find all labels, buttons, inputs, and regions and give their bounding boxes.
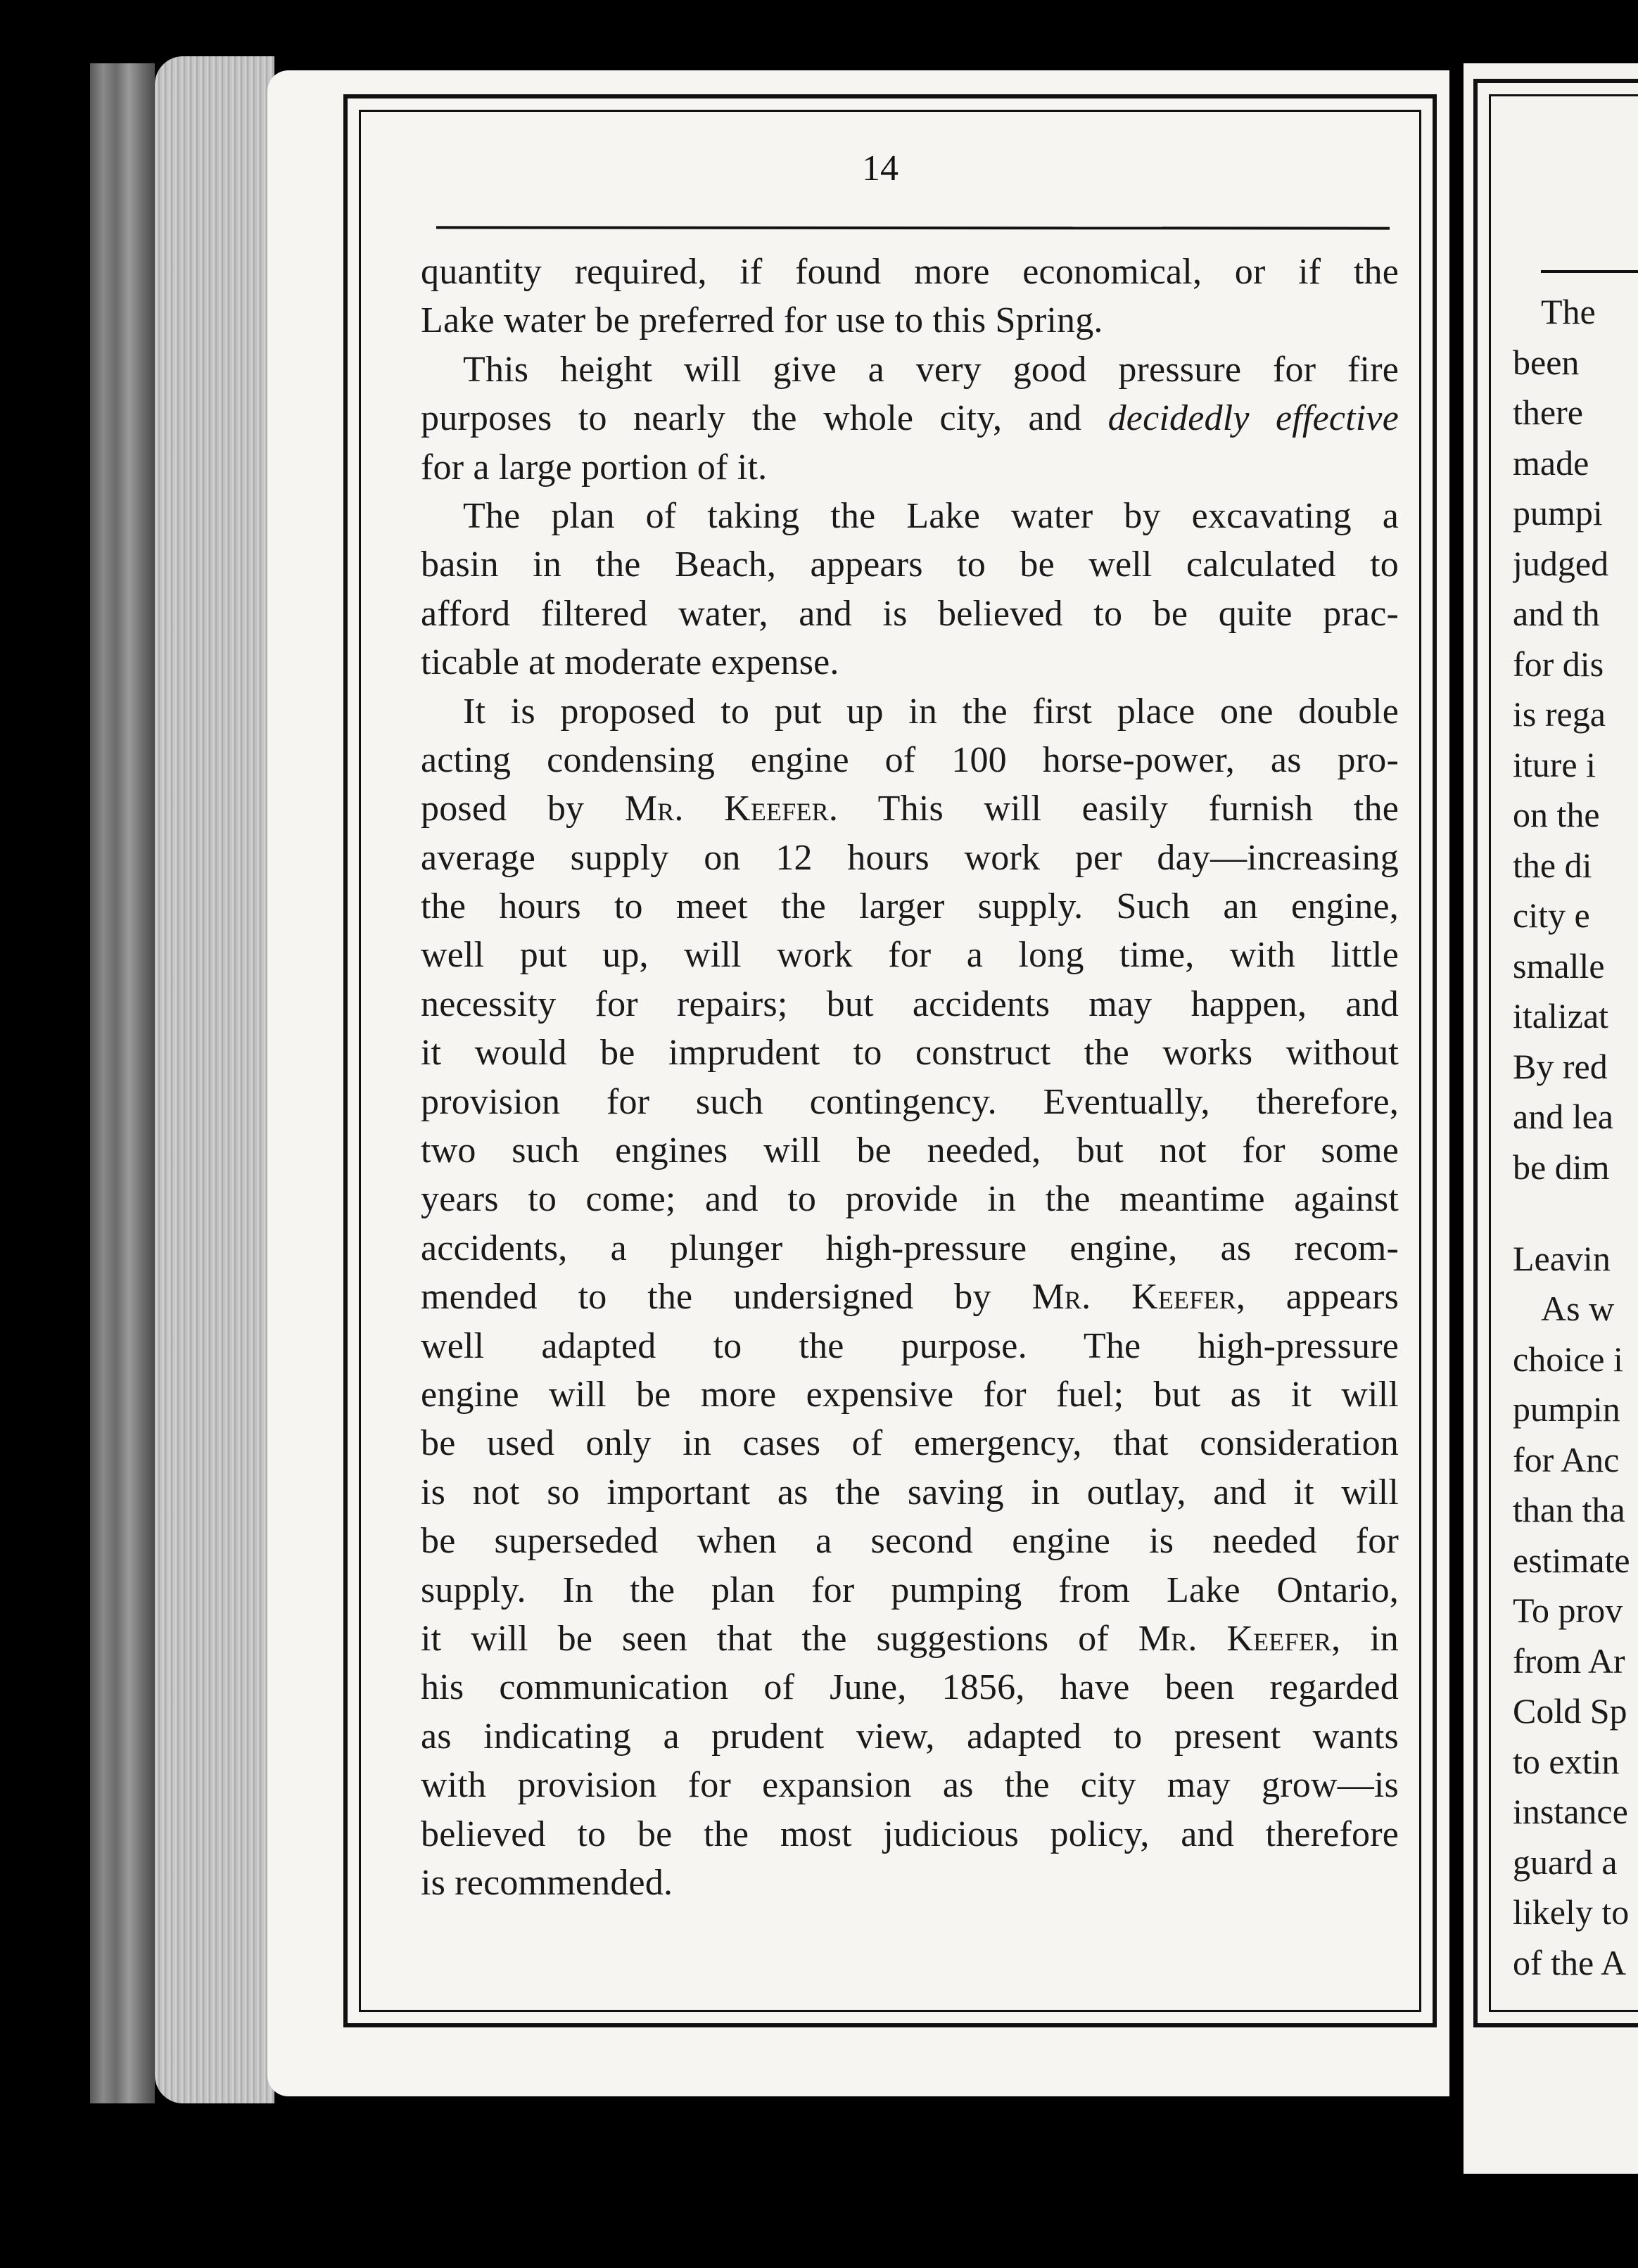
- facing-line: for dis: [1513, 644, 1604, 684]
- facing-line: and th: [1513, 594, 1600, 633]
- text-line: [421, 1614, 1399, 1663]
- text-line: with provision for expansion as the city may grow—is: [421, 1765, 1399, 1806]
- facing-line: As w: [1541, 1289, 1615, 1328]
- facing-line: on the: [1513, 795, 1600, 834]
- facing-line: and lea: [1513, 1097, 1613, 1136]
- facing-line: choice i: [1513, 1339, 1623, 1379]
- facing-page-rule: [1541, 270, 1638, 273]
- name-smallcaps: Mr. Keefer: [624, 789, 829, 829]
- text-line: for a large portion of it.: [421, 447, 768, 488]
- text-span: . This will easily furnish the: [828, 789, 1399, 829]
- text-line: necessity for repairs; but accidents may happen, and: [421, 983, 1399, 1024]
- text-line: ticable at moderate expense.: [421, 642, 839, 683]
- text-line: be used only in cases of emergency, that consideration: [421, 1423, 1399, 1464]
- facing-line: By red: [1513, 1046, 1608, 1086]
- facing-line: be dim: [1513, 1147, 1610, 1187]
- text-line: The plan of taking the Lake water by excavating a: [463, 495, 1399, 536]
- text-line: is recommended.: [421, 1862, 673, 1903]
- facing-line: judged: [1513, 543, 1609, 583]
- text-line: as indicating a prudent view, adapted to present wants: [421, 1716, 1399, 1757]
- text-span: it will be seen that the suggestions of: [421, 1618, 1138, 1659]
- text-line: supply. In the plan for pumping from Lake Ontario,: [421, 1569, 1399, 1610]
- facing-line: likely to: [1513, 1892, 1630, 1932]
- facing-line: city e: [1513, 896, 1590, 935]
- facing-line: iture i: [1513, 744, 1596, 784]
- text-line: engine will be more expensive for fuel; but as it will: [421, 1374, 1399, 1415]
- facing-line: the di: [1513, 845, 1592, 885]
- text-span: posed by: [421, 789, 625, 829]
- facing-line: The: [1541, 292, 1596, 331]
- text-span: purposes to nearly the whole city, and: [421, 398, 1108, 439]
- text-line: believed to be the most judicious policy, and therefore: [421, 1814, 1399, 1854]
- text-line: This height will give a very good pressure for fire: [463, 349, 1399, 390]
- facing-line: To prov: [1513, 1591, 1623, 1630]
- text-line: is not so important as the saving in outlay, and it will: [421, 1472, 1399, 1512]
- page-number: 14: [862, 148, 899, 189]
- text-line: [421, 394, 1399, 442]
- text-line: well put up, will work for a long time, with little: [421, 935, 1399, 976]
- facing-line: Cold Sp: [1513, 1691, 1627, 1731]
- text-line: be superseded when a second engine is needed for: [421, 1521, 1399, 1562]
- facing-line: of the A: [1513, 1942, 1627, 1982]
- facing-line: for Anc: [1513, 1439, 1620, 1479]
- text-line: basin in the Beach, appears to be well calculated to: [421, 544, 1399, 585]
- facing-line: from Ar: [1513, 1641, 1625, 1681]
- facing-line: pumpi: [1513, 493, 1603, 533]
- text-line: his communication of June, 1856, have been regarded: [421, 1667, 1399, 1708]
- facing-line: instance: [1513, 1792, 1628, 1831]
- facing-page-text: [1513, 287, 1638, 1988]
- facing-line: smalle: [1513, 945, 1605, 986]
- facing-line: than tha: [1513, 1490, 1625, 1529]
- text-line: Lake water be preferred for use to this Spring.: [421, 300, 1103, 341]
- name-smallcaps: Mr. Keefer: [1031, 1277, 1236, 1318]
- text-line: afford filtered water, and is believed to be quite prac-: [421, 593, 1399, 634]
- text-line: It is proposed to put up in the first place one double: [463, 691, 1399, 732]
- facing-line: pumpin: [1513, 1389, 1620, 1429]
- book-fore-edge: [90, 63, 155, 2103]
- text-line: provision for such contingency. Eventually, therefore,: [421, 1081, 1399, 1122]
- text-line: quantity required, if found more economical, or if the: [421, 252, 1399, 292]
- facing-line: estimate: [1513, 1540, 1630, 1580]
- text-line: years to come; and to provide in the meantime against: [421, 1179, 1399, 1220]
- body-text: [421, 248, 1399, 1907]
- text-line: [421, 784, 1399, 833]
- text-line: [421, 1273, 1399, 1321]
- facing-line: made: [1513, 442, 1589, 483]
- book-page-stack: [155, 56, 274, 2103]
- text-span: , appears: [1236, 1277, 1399, 1318]
- facing-line: is rega: [1513, 694, 1606, 734]
- facing-line: been: [1513, 342, 1580, 382]
- text-line: the hours to meet the larger supply. Such an engine,: [421, 886, 1399, 927]
- text-line: average supply on 12 hours work per day—increasing: [421, 837, 1399, 878]
- text-span: , in: [1331, 1618, 1399, 1659]
- name-smallcaps: Mr. Keefer: [1138, 1618, 1332, 1659]
- text-line: it would be imprudent to construct the works without: [421, 1033, 1399, 1074]
- text-line: accidents, a plunger high-pressure engine, as recom-: [421, 1228, 1399, 1268]
- text-line: well adapted to the purpose. The high-pressure: [421, 1325, 1399, 1366]
- facing-line: guard a: [1513, 1842, 1618, 1882]
- text-line: acting condensing engine of 100 horse-power, as pro-: [421, 739, 1399, 780]
- facing-line: italizat: [1513, 996, 1609, 1036]
- facing-line: to extin: [1513, 1741, 1620, 1781]
- italic-emphasis: decidedly effective: [1107, 398, 1399, 439]
- facing-line: there: [1513, 393, 1583, 432]
- facing-line: Leavin: [1513, 1238, 1611, 1278]
- text-span: mended to the undersigned by: [421, 1277, 1032, 1318]
- text-line: two such engines will be needed, but not for some: [421, 1130, 1399, 1171]
